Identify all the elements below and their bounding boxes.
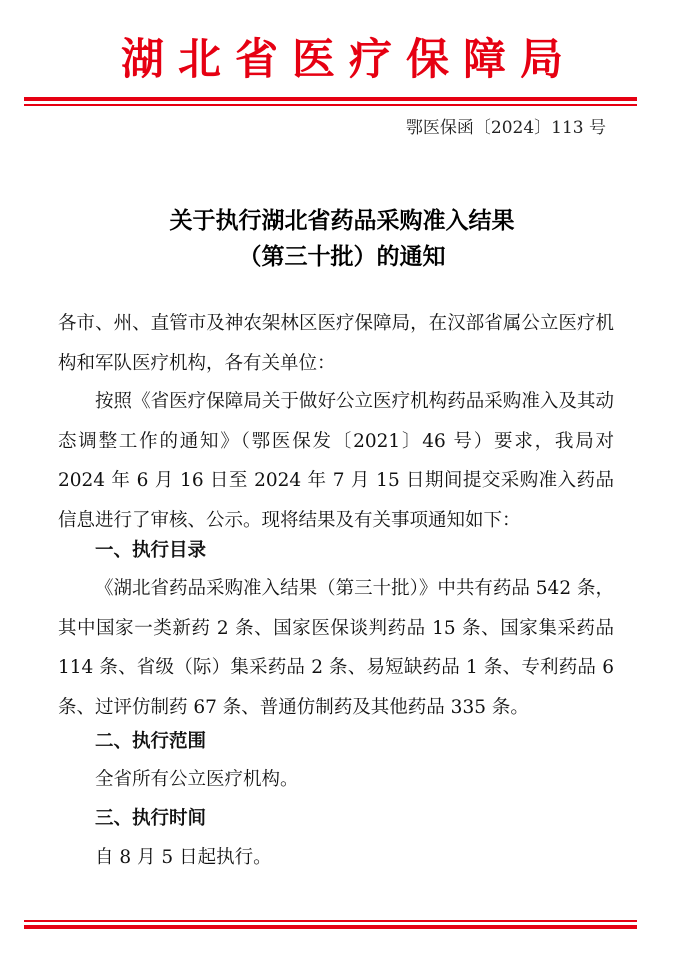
masthead-title: 湖北省医疗保障局 bbox=[121, 35, 577, 85]
section-body-1: 《湖北省药品采购准入结果（第三十批）》中共有药品 542 条，其中国家一类新药 2 条、国家医保谈判药品 15 条、国家集采药品 114 条、省级（际）集采药品 2 条、易短缺药品 1 条、专利药品 6 条、过评仿制药 67 条、普通仿制药及其他药品 335 条。 bbox=[58, 578, 614, 718]
section-body-2: 全省所有公立医疗机构。 bbox=[95, 769, 299, 790]
section-heading-3: 三、执行时间 bbox=[95, 808, 207, 829]
document-number: 鄂医保函〔2024〕113 号 bbox=[405, 118, 606, 138]
notice-title-line2: （第三十批）的通知 bbox=[238, 243, 446, 270]
section-heading-1: 一、执行目录 bbox=[95, 540, 207, 561]
addressee-paragraph: 各市、州、直管市及神农架林区医疗保障局，在汉部省属公立医疗机构和军队医疗机构，各有关单位： bbox=[58, 313, 614, 374]
notice-title-line1: 关于执行湖北省药品采购准入结果 bbox=[169, 207, 515, 234]
masthead-rule-thin bbox=[24, 104, 637, 106]
section-heading-2: 二、执行范围 bbox=[95, 731, 207, 752]
intro-paragraph: 按照《省医疗保障局关于做好公立医疗机构药品采购准入及其动态调整工作的通知》（鄂医保发〔2021〕46 号）要求，我局对 2024 年 6 月 16 日至 2024 年 7 月 15 日期间提交采购准入药品信息进行了审核、公示。现将结果及有关事项通知如下： bbox=[58, 391, 614, 531]
footer-rule-thin bbox=[24, 920, 637, 922]
section-body-3: 自 8 月 5 日起执行。 bbox=[95, 847, 272, 868]
footer-rule-thick bbox=[24, 925, 637, 929]
masthead-rule-thick bbox=[24, 97, 637, 101]
